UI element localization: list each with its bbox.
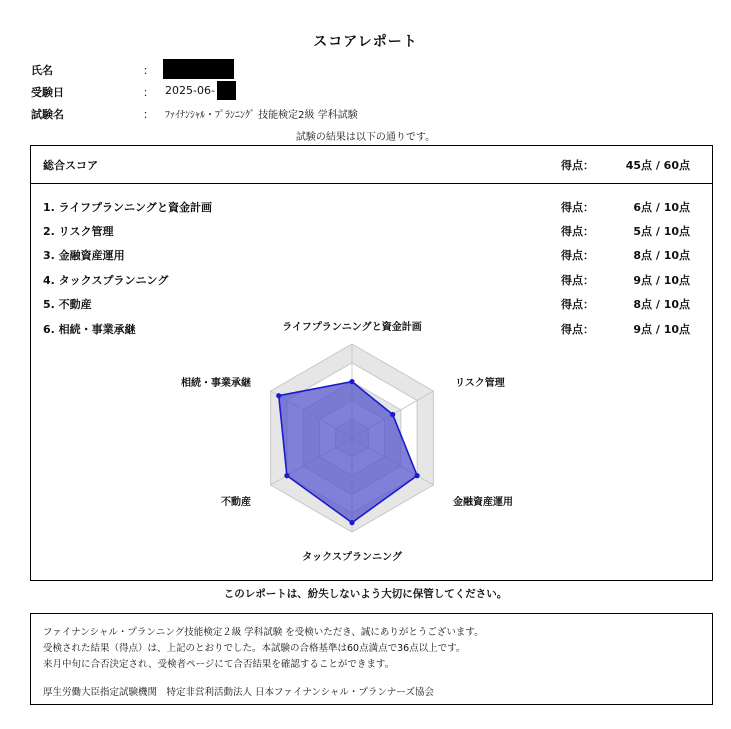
date-colon: ： <box>143 86 154 99</box>
radar-data-point <box>390 412 395 417</box>
section-label: 6. 相続・事業承継 <box>43 323 136 336</box>
radar-axis-label: ライフプランニングと資金計画 <box>282 322 422 333</box>
section-score-prefix: 得点： <box>561 323 594 336</box>
section-score-prefix: 得点： <box>561 298 594 311</box>
section-score-value: 8点 / 10点 <box>633 249 690 262</box>
section-score-value: 6点 / 10点 <box>633 201 690 214</box>
footer-announcement: 来月中旬に合否決定され、受検者ページにて合否結果を確認することができます。 <box>43 659 395 670</box>
section-label: 3. 金融資産運用 <box>43 249 125 262</box>
date-value: 2025-06- <box>165 84 215 97</box>
intro-text: 試験の結果は以下の通りです。 <box>295 132 436 143</box>
radar-axis-label: 不動産 <box>221 497 251 508</box>
section-score-prefix: 得点： <box>561 274 594 287</box>
section-score-prefix: 得点： <box>561 249 594 262</box>
section-score-value: 9点 / 10点 <box>633 323 690 336</box>
radar-axis-label: 金融資産運用 <box>453 497 513 508</box>
section-score-prefix: 得点： <box>561 201 594 214</box>
footer-result: 受検された結果（得点）は、上記のとおりでした。本試験の合格基準は60点満点で36点以上です。 <box>43 643 466 654</box>
footer-organization: 厚生労働大臣指定試験機関 特定非営利活動法人 日本ファイナンシャル・プランナーズ協会 <box>43 687 434 698</box>
exam-value: ﾌｧｲﾅﾝｼｬﾙ・ﾌﾟﾗﾝﾆﾝｸﾞ 技能検定2級 学科試験 <box>165 110 358 121</box>
radar-data-point <box>284 473 289 478</box>
radar-axis-label: 相続・事業承継 <box>181 378 251 389</box>
section-score-value: 5点 / 10点 <box>633 225 690 238</box>
section-label: 4. タックスプランニング <box>43 274 169 287</box>
footer-thanks: ファイナンシャル・プランニング技能検定２級 学科試験 を受検いただき、誠にありがとうございます。 <box>43 627 484 638</box>
radar-axis-label: リスク管理 <box>455 378 505 389</box>
exam-label: 試験名 <box>31 108 64 121</box>
section-score-value: 9点 / 10点 <box>633 274 690 287</box>
radar-data-point <box>276 393 281 398</box>
name-label: 氏名 <box>31 64 53 77</box>
section-label: 5. 不動産 <box>43 298 92 311</box>
date-label: 受験日 <box>31 86 64 99</box>
exam-colon: ： <box>143 108 154 121</box>
name-colon: ： <box>143 64 154 77</box>
total-score-value: 45点 / 60点 <box>625 159 690 172</box>
section-score-prefix: 得点： <box>561 225 594 238</box>
section-label: 2. リスク管理 <box>43 225 114 238</box>
section-score-value: 8点 / 10点 <box>633 298 690 311</box>
total-score-label: 総合スコア <box>43 159 98 172</box>
total-score-prefix: 得点： <box>561 159 594 172</box>
radar-axis-label: タックスプランニング <box>302 552 402 563</box>
section-label: 1. ライフプランニングと資金計画 <box>43 201 213 214</box>
radar-data-point <box>349 520 354 525</box>
report-title: スコアレポート <box>313 34 418 50</box>
radar-data-point <box>349 379 354 384</box>
keep-safe-notice: このレポートは、紛失しないよう大切に保管してください。 <box>223 588 508 600</box>
radar-data-point <box>415 473 420 478</box>
